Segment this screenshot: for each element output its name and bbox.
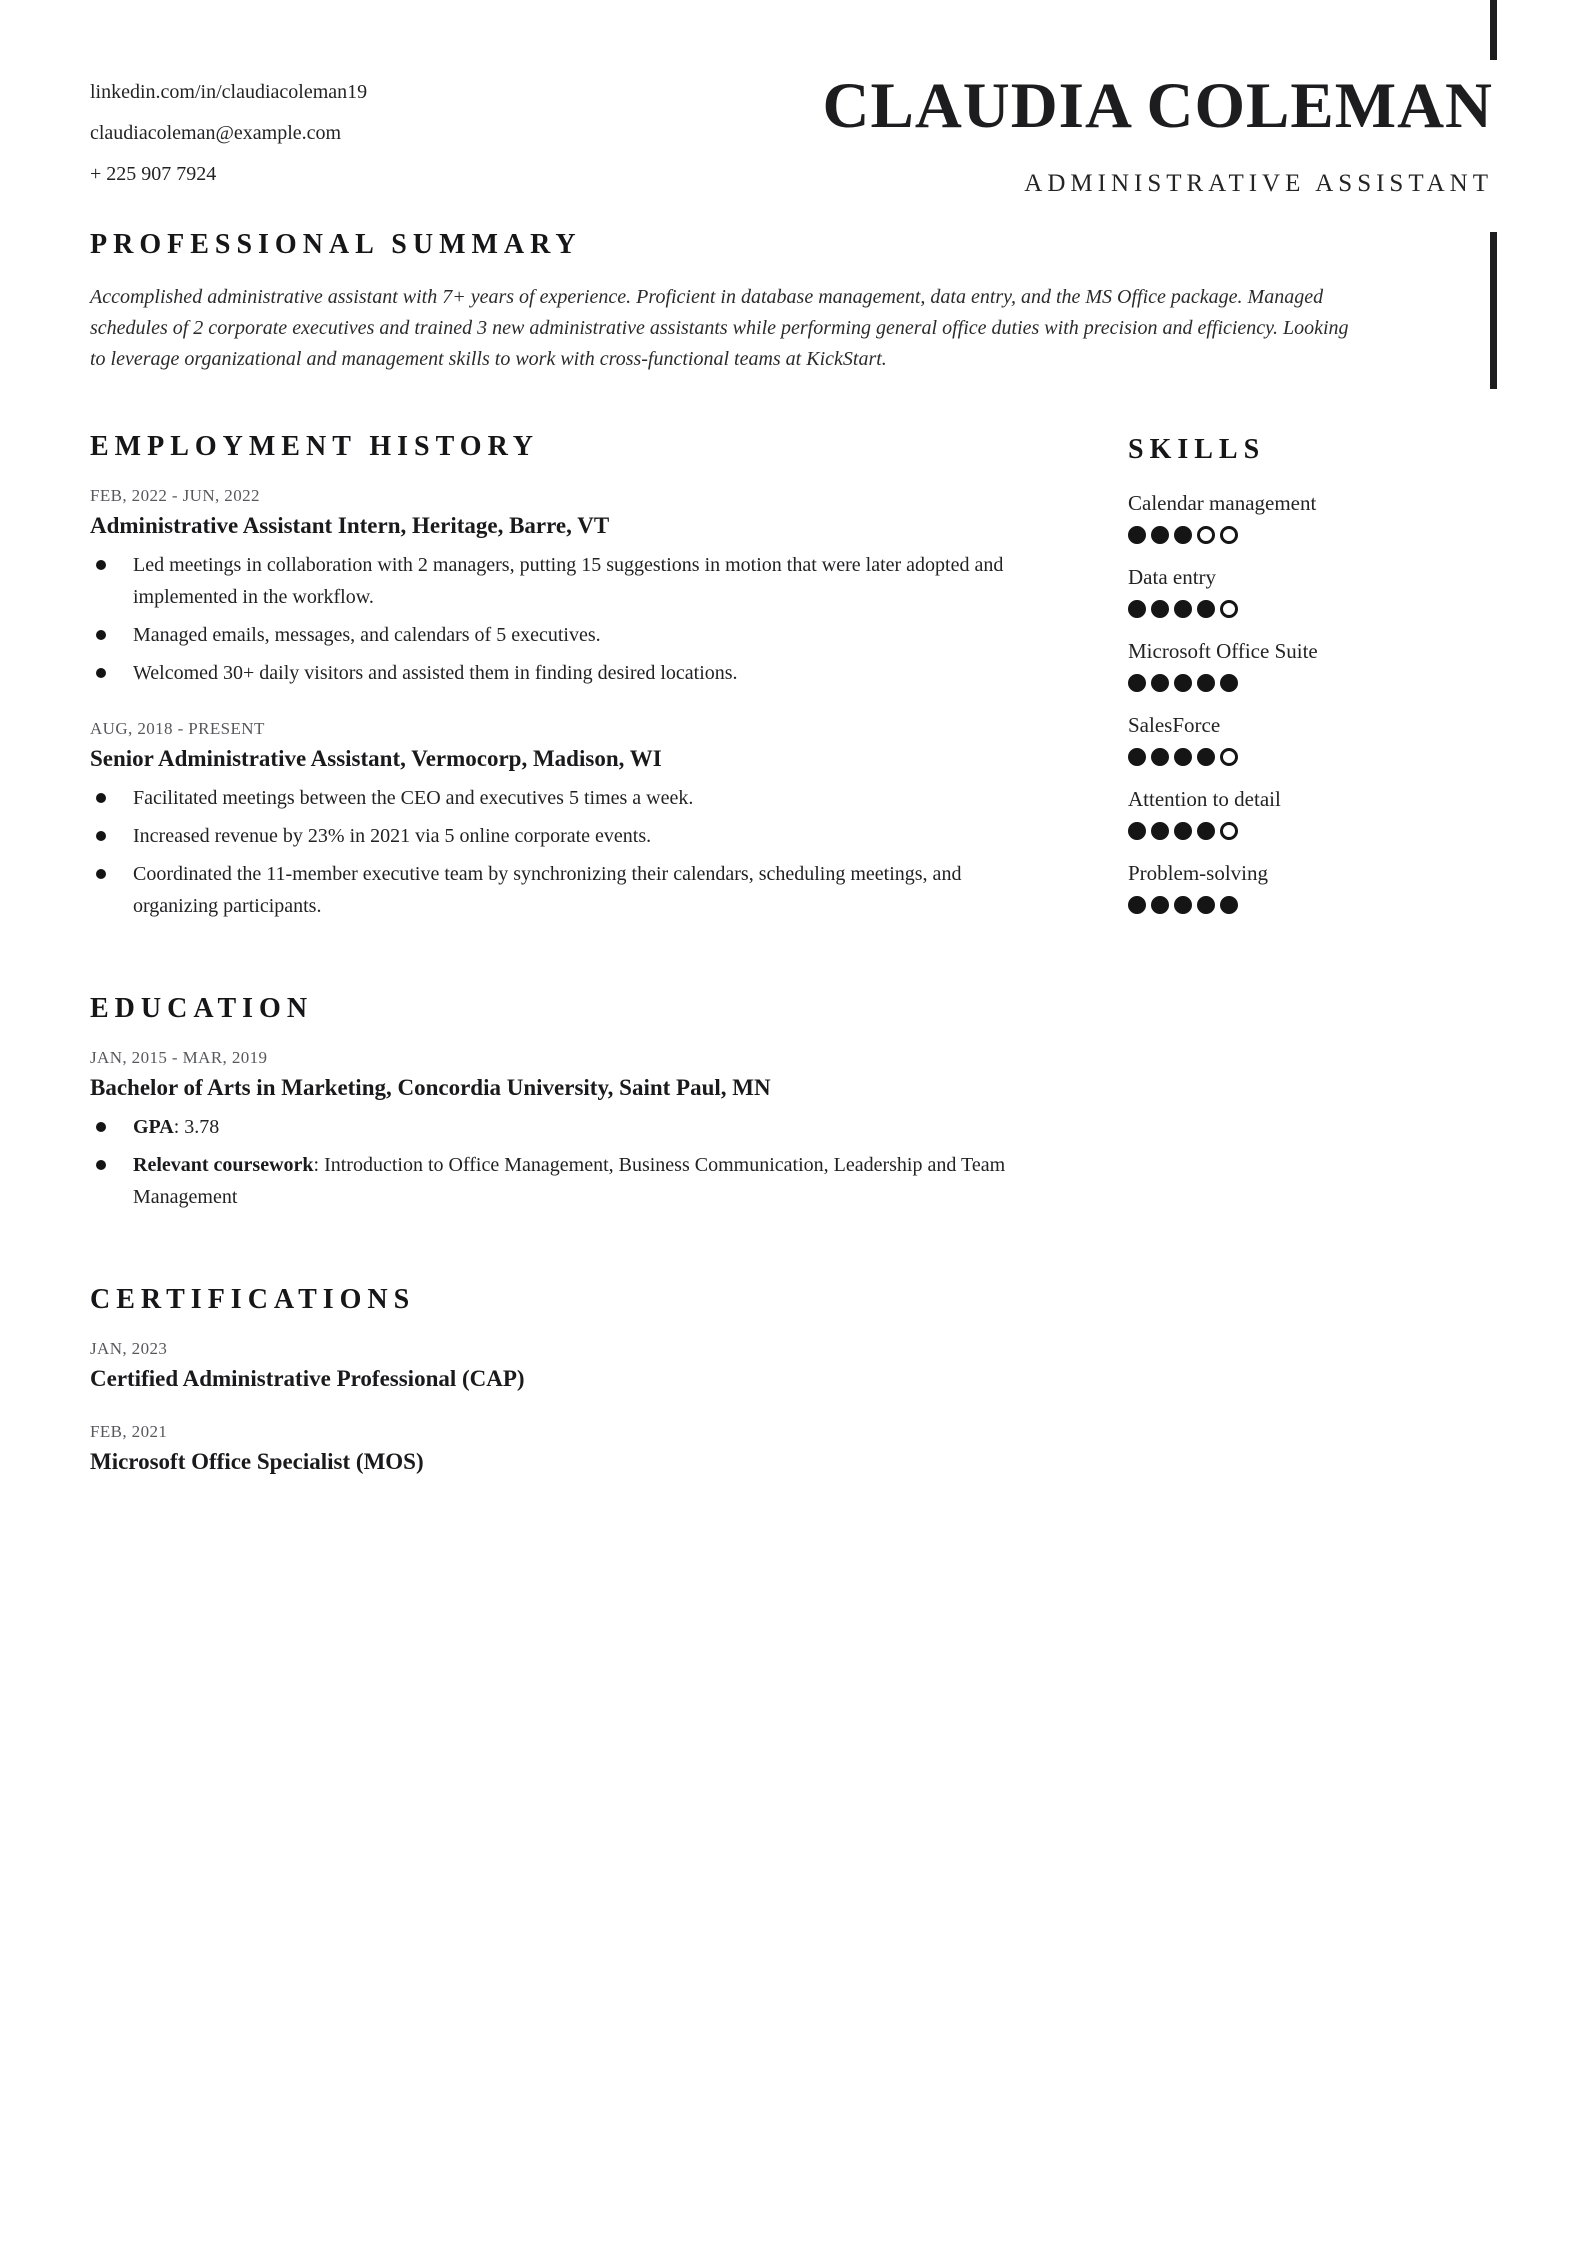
bullet-value: : 3.78 xyxy=(173,1116,220,1138)
bullet-item xyxy=(90,657,1050,689)
skill-level-dot xyxy=(1197,674,1215,692)
bullet-icon xyxy=(96,630,106,640)
skill-level-dot xyxy=(1220,896,1238,914)
job-dates: FEB, 2022 - JUN, 2022 xyxy=(90,486,260,505)
job-entry xyxy=(90,719,1050,922)
skill-level-dot xyxy=(1174,600,1192,618)
bullet-text: Led meetings in collaboration with 2 managers, putting 15 suggestions in motion that were later adopted and implemented in the workflow. xyxy=(133,554,1004,608)
skill-level-dots xyxy=(1128,748,1500,766)
skill-level-dot xyxy=(1151,748,1169,766)
skill-level-dot xyxy=(1220,822,1238,840)
skill-item xyxy=(1128,713,1500,766)
section-certifications xyxy=(90,1283,1050,1477)
skill-level-dot xyxy=(1220,600,1238,618)
skills-heading: SKILLS xyxy=(1128,434,1266,465)
skill-level-dot xyxy=(1220,526,1238,544)
skill-level-dot xyxy=(1220,674,1238,692)
job-title: Administrative Assistant Intern, Heritage, Barre, VT xyxy=(90,513,610,538)
skill-level-dot xyxy=(1174,674,1192,692)
bullet-label: GPA xyxy=(133,1116,174,1138)
section-education xyxy=(90,992,1050,1213)
skill-level-dot xyxy=(1174,526,1192,544)
skill-level-dot xyxy=(1151,674,1169,692)
bullet-text xyxy=(133,1154,1005,1208)
certification-entry xyxy=(90,1422,1050,1477)
bullet-icon xyxy=(96,793,106,803)
bullet-item xyxy=(90,619,1050,651)
bullet-item xyxy=(90,820,1050,852)
certification-dates: JAN, 2023 xyxy=(90,1339,168,1358)
certification-title: Certified Administrative Professional (CAP) xyxy=(90,1366,525,1391)
skill-label: Calendar management xyxy=(1128,491,1317,515)
skill-level-dot xyxy=(1197,748,1215,766)
skill-label: Attention to detail xyxy=(1128,787,1281,811)
bullet-icon xyxy=(96,831,106,841)
section-professional-summary xyxy=(90,228,1380,375)
bullet-icon xyxy=(96,668,106,678)
certification-dates: FEB, 2021 xyxy=(90,1422,168,1441)
skill-level-dot xyxy=(1197,600,1215,618)
job-dates: AUG, 2018 - PRESENT xyxy=(90,719,265,738)
skill-level-dot xyxy=(1174,822,1192,840)
employment-heading: EMPLOYMENT HISTORY xyxy=(90,431,540,462)
bullet-icon xyxy=(96,869,106,879)
skill-level-dot xyxy=(1174,896,1192,914)
skill-item xyxy=(1128,491,1500,544)
bullet-item xyxy=(90,1111,1050,1143)
skill-label: Problem-solving xyxy=(1128,861,1268,885)
bullet-item xyxy=(90,1149,1050,1213)
education-degree: Bachelor of Arts in Marketing, Concordia University, Saint Paul, MN xyxy=(90,1075,771,1100)
main-column xyxy=(90,430,1050,1477)
skill-item xyxy=(1128,565,1500,618)
skill-level-dot xyxy=(1151,822,1169,840)
skill-level-dot xyxy=(1174,748,1192,766)
bullet-text: Coordinated the 11-member executive team by synchronizing their calendars, scheduling meetings, and organizing participants. xyxy=(133,863,962,917)
skill-level-dot xyxy=(1128,600,1146,618)
job-bullet-list xyxy=(90,549,1050,689)
candidate-name: CLAUDIA COLEMAN xyxy=(822,70,1493,142)
skill-label: Data entry xyxy=(1128,565,1217,589)
bullet-item xyxy=(90,858,1050,922)
bullet-text: Managed emails, messages, and calendars of 5 executives. xyxy=(133,624,601,646)
bullet-text: Facilitated meetings between the CEO and executives 5 times a week. xyxy=(133,787,694,809)
skill-level-dot xyxy=(1151,600,1169,618)
skill-level-dot xyxy=(1197,896,1215,914)
education-bullet-list xyxy=(90,1111,1050,1213)
skill-level-dot xyxy=(1151,526,1169,544)
education-dates: JAN, 2015 - MAR, 2019 xyxy=(90,1048,268,1067)
bullet-item xyxy=(90,549,1050,613)
certifications-heading: CERTIFICATIONS xyxy=(90,1284,416,1315)
bullet-item xyxy=(90,782,1050,814)
skill-label: Microsoft Office Suite xyxy=(1128,639,1318,663)
section-employment-history xyxy=(90,430,1050,922)
bullet-text: Welcomed 30+ daily visitors and assisted them in finding desired locations. xyxy=(133,662,738,684)
skill-level-dot xyxy=(1128,822,1146,840)
summary-text: Accomplished administrative assistant with 7+ years of experience. Proficient in database management, data entry, and the MS Office package. Managed schedules of 2 corporate executives and trained 3 new administrative assistants while performing general office duties with precision and efficiency. Looking to leverage organizational and management skills to work with cross-functional teams at KickStart. xyxy=(90,286,1349,370)
summary-heading: PROFESSIONAL SUMMARY xyxy=(90,229,582,260)
skill-level-dots xyxy=(1128,526,1500,544)
skill-item xyxy=(1128,787,1500,840)
bullet-text xyxy=(133,1116,219,1138)
bullet-value: : Introduction to Office Management, Business Communication, Leadership and Team Management xyxy=(133,1154,1006,1208)
right-accent-bar-bottom xyxy=(1490,232,1497,389)
contact-linkedin: linkedin.com/in/claudiacoleman19 xyxy=(90,81,368,103)
skill-level-dot xyxy=(1220,748,1238,766)
skill-item xyxy=(1128,639,1500,692)
certification-title: Microsoft Office Specialist (MOS) xyxy=(90,1449,424,1474)
contact-phone: + 225 907 7924 xyxy=(90,163,217,185)
right-accent-bar-top xyxy=(1490,0,1497,60)
skill-level-dots xyxy=(1128,896,1500,914)
bullet-text: Increased revenue by 23% in 2021 via 5 online corporate events. xyxy=(133,825,652,847)
bullet-icon xyxy=(96,1122,106,1132)
skill-level-dot xyxy=(1197,526,1215,544)
certification-entry xyxy=(90,1339,1050,1394)
education-entry xyxy=(90,1048,1050,1213)
job-bullet-list xyxy=(90,782,1050,922)
skill-level-dots xyxy=(1128,822,1500,840)
contact-email: claudiacoleman@example.com xyxy=(90,122,342,144)
skill-level-dot xyxy=(1151,896,1169,914)
skill-level-dot xyxy=(1128,748,1146,766)
skill-level-dot xyxy=(1128,674,1146,692)
education-heading: EDUCATION xyxy=(90,993,314,1024)
skill-level-dot xyxy=(1128,526,1146,544)
skill-level-dots xyxy=(1128,674,1500,692)
bullet-icon xyxy=(96,560,106,570)
bullet-icon xyxy=(96,1160,106,1170)
skill-level-dots xyxy=(1128,600,1500,618)
job-entry xyxy=(90,486,1050,689)
bullet-label: Relevant coursework xyxy=(133,1154,314,1176)
skill-level-dot xyxy=(1197,822,1215,840)
skill-level-dot xyxy=(1128,896,1146,914)
job-title: Senior Administrative Assistant, Vermocorp, Madison, WI xyxy=(90,746,662,771)
skill-label: SalesForce xyxy=(1128,713,1221,737)
candidate-title: ADMINISTRATIVE ASSISTANT xyxy=(1024,170,1493,197)
sidebar-column xyxy=(1128,433,1500,935)
skill-item xyxy=(1128,861,1500,914)
contact-info xyxy=(90,72,367,195)
